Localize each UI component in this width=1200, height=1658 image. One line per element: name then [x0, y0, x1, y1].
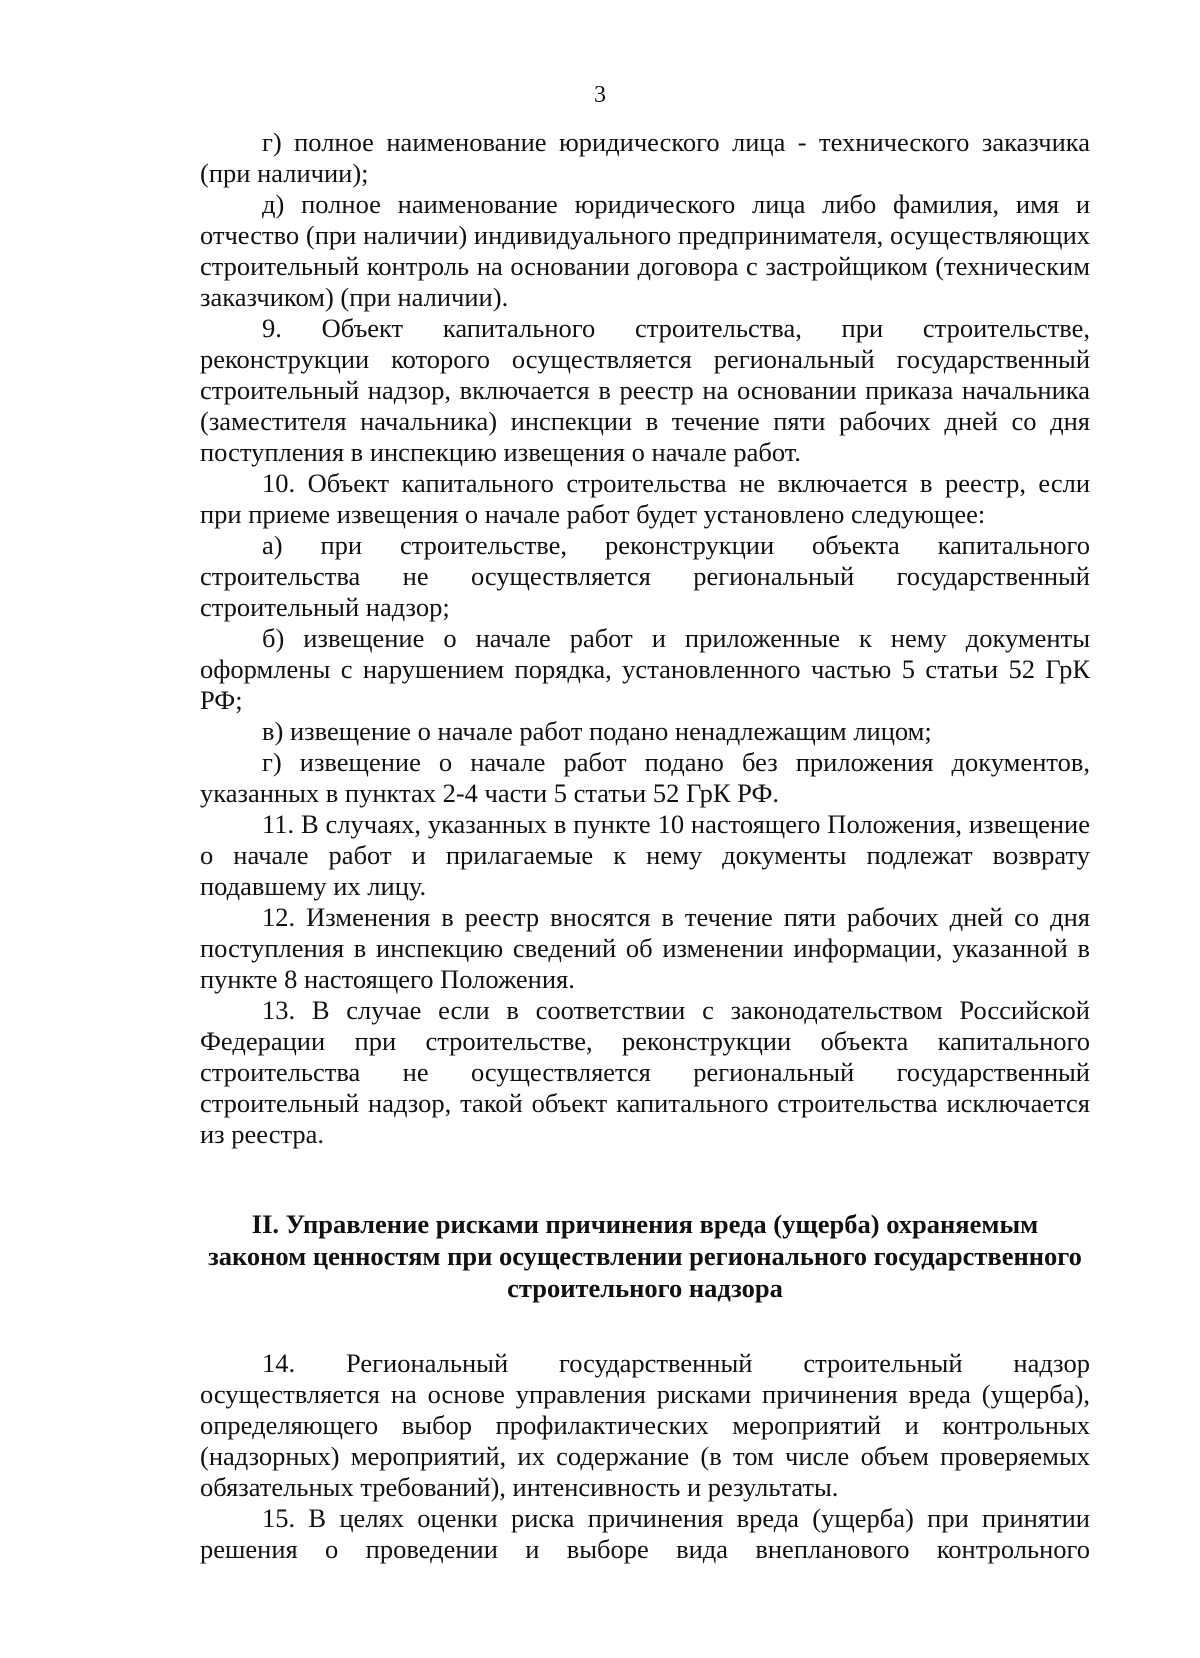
paragraph-8g: г) полное наименование юридического лица - технического заказчика (при наличии);	[200, 127, 1090, 188]
page-number: 3	[594, 82, 606, 108]
section-heading-line-3: строительного надзора	[507, 1273, 783, 1303]
paragraph-10a: а) при строительстве, реконструкции объекта капитального строительства не осуществляется региональный государственный строительный надзор;	[200, 530, 1090, 622]
section-heading-line-1: II. Управление рисками причинения вреда (ущерба) охраняемым	[251, 1209, 1039, 1239]
section-heading	[200, 1208, 1090, 1304]
paragraph-13: 13. В случае если в соответствии с законодательством Российской Федерации при строительстве, реконструкции объекта капитального строительства не осуществляется региональный государственный строительный надзор, такой объект капитального строительства исключается из реестра.	[200, 995, 1090, 1149]
paragraph-14: 14. Региональный государственный строительный надзор осуществляется на основе управления рисками причинения вреда (ущерба), определяющего выбор профилактических мероприятий и контрольных (надзорных) мероприятий, их содержание (в том числе объем проверяемых обязательных требований), интенсивность и результаты.	[200, 1348, 1090, 1502]
paragraph-10b: б) извещение о начале работ и приложенные к нему документы оформлены с нарушением порядка, установленного частью 5 статьи 52 ГрК РФ;	[200, 623, 1090, 715]
paragraph-12: 12. Изменения в реестр вносятся в течение пяти рабочих дней со дня поступления в инспекцию сведений об изменении информации, указанной в пункте 8 настоящего Положения.	[200, 902, 1090, 994]
paragraph-11: 11. В случаях, указанных в пункте 10 настоящего Положения, извещение о начале работ и прилагаемые к нему документы подлежат возврату подавшему их лицу.	[200, 809, 1090, 901]
section-heading-line-2: законом ценностям при осуществлении регионального государственного	[208, 1241, 1082, 1271]
paragraph-10: 10. Объект капитального строительства не включается в реестр, если при приеме извещения о начале работ будет установлено следующее:	[200, 468, 1090, 529]
paragraph-8d: д) полное наименование юридического лица либо фамилия, имя и отчество (при наличии) индивидуального предпринимателя, осуществляющих строительный контроль на основании договора с застройщиком (техническим заказчиком) (при наличии).	[200, 189, 1090, 312]
paragraph-15: 15. В целях оценки риска причинения вреда (ущерба) при принятии решения о проведении и выборе вида внепланового контрольного	[200, 1503, 1090, 1564]
paragraph-9: 9. Объект капитального строительства, при строительстве, реконструкции которого осуществляется региональный государственный строительный надзор, включается в реестр на основании приказа начальника (заместителя начальника) инспекции в течение пяти рабочих дней со дня поступления в инспекцию извещения о начале работ.	[200, 313, 1090, 467]
paragraph-10v: в) извещение о начале работ подано ненадлежащим лицом;	[262, 716, 932, 746]
paragraph-10g: г) извещение о начале работ подано без приложения документов, указанных в пунктах 2-4 части 5 статьи 52 ГрК РФ.	[200, 747, 1090, 808]
document-body	[200, 127, 1090, 1565]
